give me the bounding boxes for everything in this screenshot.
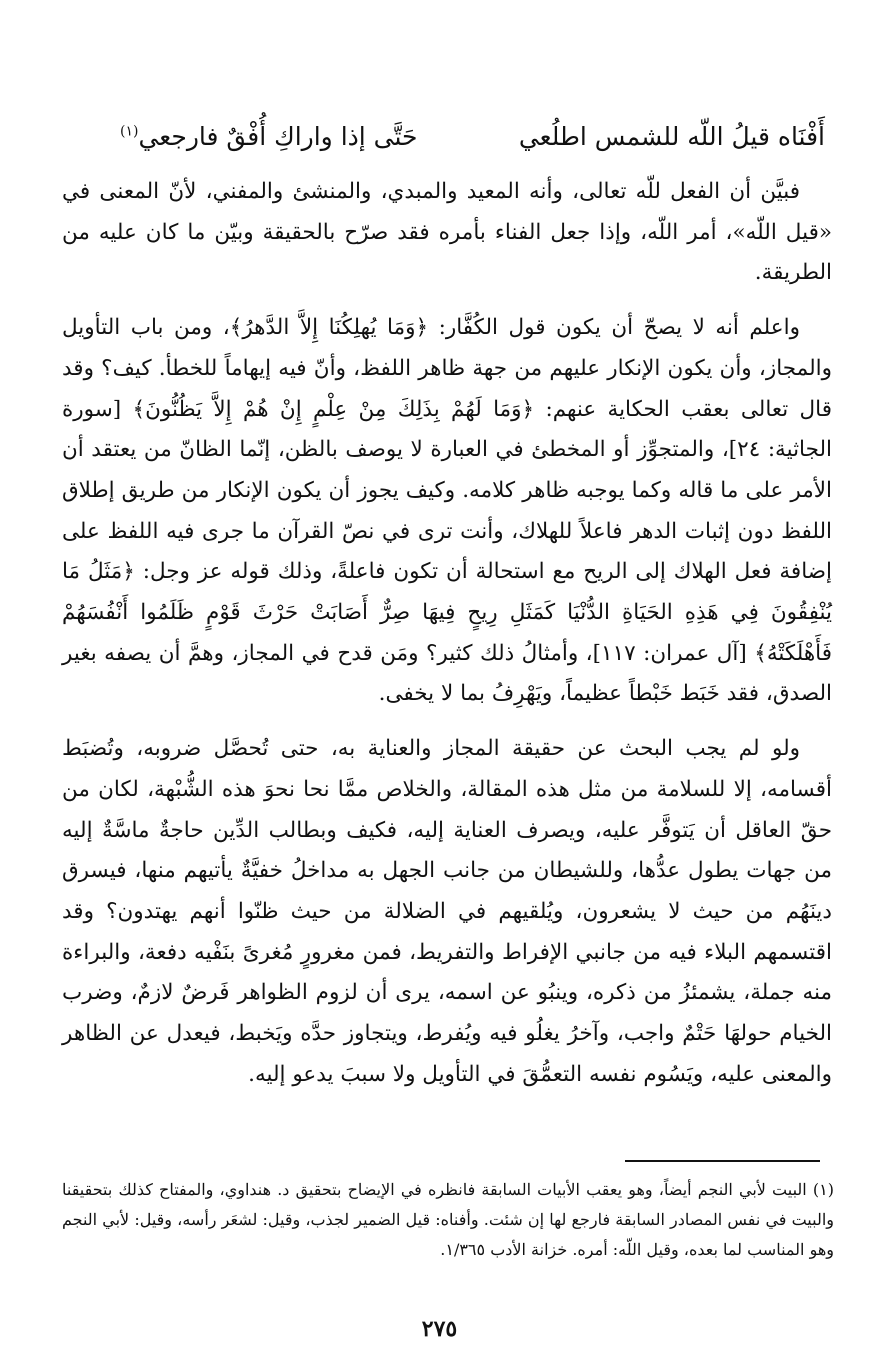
page-number: ٢٧٥ — [421, 1316, 458, 1342]
footnote-text: البيت لأبي النجم أيضاً، وهو يعقب الأبيات السابقة فانظره في الإيضاح بتحقيق د. هنداوي، والمفتاح كذلك بتحقيقنا والبيت في نفس المصادر السابقة فارجع لها إن شئت. وأفناه: قيل الضمير لجذب، وقيل: لشعَر رأسه، وقيل: لأبي النجم وهو المناسب لما بعده، وقيل اللّه: أمره. خزانة الأدب ١/٣٦٥. — [62, 1180, 834, 1259]
paragraph-1: فبيَّن أن الفعل للّه تعالى، وأنه المعيد والمبدي، والمنشئ والمفني، لأنّ المعنى في «قيل اللّه»، أمر اللّه، وإذا جعل الفناء بأمره فقد صرّح بالحقيقة وبيّن ما كان عليه من الطريقة. — [62, 179, 832, 286]
footnote-separator — [625, 1160, 820, 1162]
body-text — [62, 172, 832, 1109]
footnote-mark: (١) — [812, 1180, 834, 1199]
footnote-reference: (١) — [120, 123, 139, 140]
paragraph-2: واعلم أنه لا يصحّ أن يكون قول الكُفَّار: ﴿وَمَا يُهلِكُنَا إِلاَّ الدَّهرُ﴾، ومن باب التأويل والمجاز، وأن يكون الإنكار عليهم من جهة ظاهر اللفظ، وأنّ فيه إيهاماً للخطأ. كيف؟ وقد قال تعالى بعقب الحكاية عنهم: ﴿وَمَا لَهُمْ بِذَلِكَ مِنْ عِلْمٍ إِنْ هُمْ إِلاَّ يَظُنُّونَ﴾ [سورة الجاثية: ٢٤]، والمتجوِّز أو المخطئ في العبارة لا يوصف بالظن، إنّما الظانّ من يعتقد أن الأمر على ما قاله وكما يوجبه ظاهر كلامه. وكيف يجوز أن يكون الإنكار من طريق إطلاق اللفظ دون إثبات الدهر فاعلاً للهلاك، وأنت ترى في نصّ القرآن ما جرى فيه اللفظ على إضافة فعل الهلاك إلى الريح مع استحالة أن تكون فاعلةً، وذلك قوله عز وجل: ﴿مَثَلُ مَا يُنْفِقُونَ فِي هَذِهِ الحَيَاةِ الدُّنْيَا كَمَثَلِ رِيحٍ فِيهَا صِرٌّ أَصَابَتْ حَرْثَ قَوْمٍ ظَلَمُوا أَنْفُسَهُمْ فَأَهْلَكَتْهُ﴾ [آل عمران: ١١٧]، وأمثالُ ذلك كثير؟ ومَن قدح في المجاز، وهمَّ أن يصفه بغير الصدق، فقد خَبَط خَبْطاً عظيماً، ويَهْرِفُ بما لا يخفى. — [62, 315, 833, 707]
poetry-verse — [120, 122, 825, 166]
verse-first-hemistich: أَفْنَاه قيلُ اللّه للشمس اطلُعي — [518, 122, 825, 151]
footnote — [62, 1175, 834, 1265]
verse-second-hemistich: حَتَّى إذا واراكِ أُفْقٌ فارجعي$^{(١)}$ — [120, 122, 418, 151]
paragraph-3: ولو لم يجب البحث عن حقيقة المجاز والعناية به، حتى تُحصَّل ضروبه، وتُضبَط أقسامه، إلا للسلامة من مثل هذه المقالة، والخلاص ممَّا نحا نحوَ هذه الشُّبْهة، لكان من حقّ العاقل أن يَتوفَّر عليه، ويصرف العناية إليه، فكيف وبطالب الدِّين حاجةٌ ماسَّةٌ إليه من جهات يطول عدُّها، وللشيطان من جانب الجهل به مداخلُ خفيَّةٌ يأتيهم منها، فيسرق دينَهُم من حيث لا يشعرون، ويُلقيهم في الضلالة من حيث ظنّوا أنهم يهتدون؟ وقد اقتسمهم البلاء فيه من جانبي الإفراط والتفريط، فمن مغرورٍ مُغرىً بنَفْيه دفعة، والبراءة منه جملة، يشمئزُ من ذكره، وينبُو عن اسمه، يرى أن لزوم الظواهر فَرضٌ لازمٌ، وضرب الخيام حولهَا حَتْمٌ واجب، وآخرُ يغلُو فيه ويُفرط، ويتجاوز حدَّه ويَخبط، فيعدل عن الظاهر والمعنى عليه، ويَسُوم نفسه التعمُّقَ في التأويل ولا سببَ يدعو إليه. — [62, 736, 832, 1087]
